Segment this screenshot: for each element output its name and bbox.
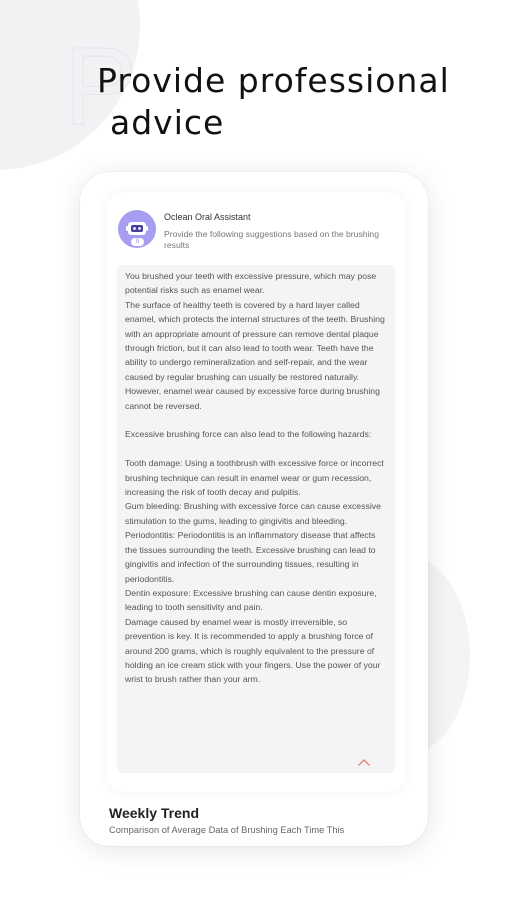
assistant-subtitle: Provide the following suggestions based on the brushing results bbox=[164, 229, 379, 250]
hero-title-line1: Provide professional bbox=[97, 61, 450, 100]
background-letter: P bbox=[64, 25, 138, 148]
advice-paragraph-2: Excessive brushing force can also lead to the following hazards: bbox=[125, 429, 372, 440]
chevron-up-icon[interactable] bbox=[357, 757, 371, 767]
hero-title-line2: advice bbox=[110, 103, 225, 142]
advice-paragraph-3: Tooth damage: Using a toothbrush with excessive force or incorrect brushing technique can result in enamel wear or gum recession, increasing the risk of tooth decay and pulpitis. Gum bleeding: Brushing with excessive force can cause excessive stimulation to the gums, leading to gingivitis and bleeding. Periodontitis: Periodontitis is an inflammatory disease that affects the tissues surrounding the teeth. Excessive brushing can lead to gingivitis and infection of the surrounding tissues, resulting in periodontitis. Dentin exposure: Excessive brushing can cause dentin exposure, leading to tooth sensitivity and pain. Damage caused by enamel wear is mostly irreversible, so prevention is key. It is recommended to apply a brushing force of around 200 grams, which is roughly equivalent to the pressure of holding an ice cream stick with your fingers. Use the power of your wrist to brush rather than your arm. bbox=[125, 458, 384, 685]
hero-title bbox=[97, 60, 477, 144]
advice-card bbox=[107, 192, 405, 792]
phone-frame bbox=[80, 172, 428, 846]
avatar-badge: 0 bbox=[131, 238, 144, 246]
weekly-trend-subtitle: Comparison of Average Data of Brushing Each Time This bbox=[109, 825, 345, 835]
advice-paragraph-1: You brushed your teeth with excessive pressure, which may pose potential risks such as enamel wear. The surface of healthy teeth is covered by a hard layer called enamel, which protects the internal structures of the teeth. Brushing with an appropriate amount of pressure can remove dental plaque through friction, but it can also lead to tooth wear. Teeth have the ability to undergo remineralization and self-repair, and the wear caused by regular brushing can usually be restored naturally. However, enamel wear caused by excessive force during brushing cannot be reversed. bbox=[125, 271, 385, 411]
assistant-name: Oclean Oral Assistant bbox=[164, 212, 251, 222]
robot-icon bbox=[126, 219, 148, 239]
advice-message bbox=[117, 265, 395, 773]
weekly-trend-title: Weekly Trend bbox=[109, 805, 200, 821]
